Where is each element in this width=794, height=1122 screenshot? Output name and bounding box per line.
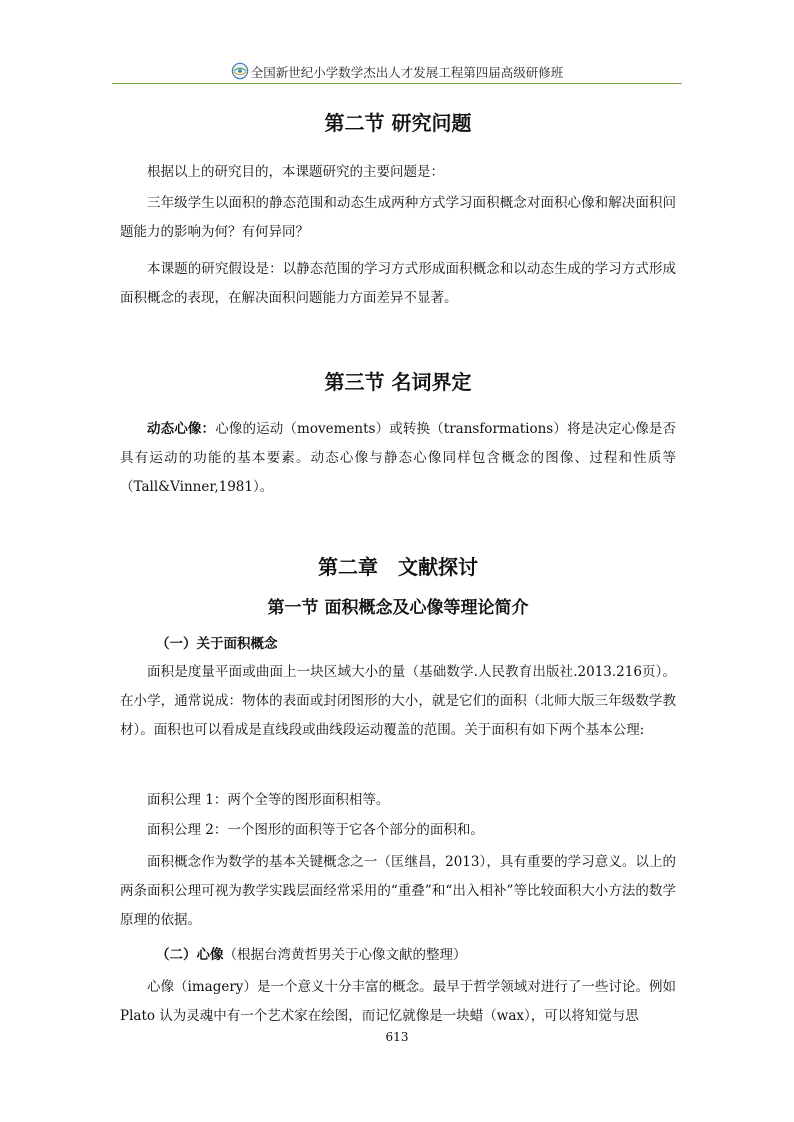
section-title-area-concepts: 第一节 面积概念及心像等理论简介 bbox=[267, 598, 529, 618]
subheading-imagery-note: （根据台湾黄哲男关于心像文献的整理） bbox=[223, 947, 467, 963]
paragraph: 三年级学生以面积的静态范围和动态生成两种方式学习面积概念对面积心像和解决面积问题能力的影响为何？有何异同？ bbox=[120, 195, 676, 240]
chapter-title: 第二章 文献探讨 bbox=[318, 555, 478, 579]
running-header bbox=[112, 56, 682, 84]
paragraph: 面积概念作为数学的基本关键概念之一（匡继昌，2013），具有重要的学习意义。以上的两条面积公理可视为教学实践层面经常采用的“重叠”和“出入相补”等比较面积大小方法的数学原理的依据。 bbox=[120, 854, 676, 928]
paragraph: 根据以上的研究目的，本课题研究的主要问题是： bbox=[147, 164, 444, 180]
definition-term: 动态心像： bbox=[147, 421, 216, 437]
subheading-imagery-label: （二）心像 bbox=[156, 947, 224, 963]
subheading-imagery bbox=[120, 941, 676, 970]
definition-paragraph bbox=[120, 415, 676, 502]
axiom-1: 面积公理 1：两个全等的图形面积相等。 bbox=[147, 792, 390, 808]
header-title: 全国新世纪小学数学杰出人才发展工程第四届高级研修班 bbox=[250, 65, 564, 80]
paragraph: 心像（imagery）是一个意义十分丰富的概念。最早于哲学领域对进行了一些讨论。例如 Plato 认为灵魂中有一个艺术家在绘图，而记忆就像是一块蜡（wax），可以将知觉与思 bbox=[120, 979, 676, 1024]
page-number: 613 bbox=[385, 1030, 409, 1044]
section-title-research-questions: 第二节 研究问题 bbox=[324, 111, 472, 135]
paragraph: 面积是度量平面或曲面上一块区域大小的量（基础数学.人民教育出版社.2013.216页）。在小学，通常说成：物体的表面或封闭图形的大小，就是它们的面积（北师大版三年级数学教材）。面积也可以看成是直线段或曲线段运动覆盖的范围。关于面积有如下两个基本公理: bbox=[120, 664, 676, 738]
definition-text: 心像的运动（movements）或转换（transformations）将是决定心像是否具有运动的功能的基本要素。动态心像与静态心像同样包含概念的图像、过程和性质等（Tall&Vinner,1981）。 bbox=[120, 421, 676, 495]
paragraph: 本课题的研究假设是：以静态范围的学习方式形成面积概念和以动态生成的学习方式形成面积概念的表现，在解决面积问题能力方面差异不显著。 bbox=[120, 261, 676, 306]
axiom-2: 面积公理 2：一个图形的面积等于它各个部分的面积和。 bbox=[147, 822, 484, 838]
section-title-definitions: 第三节 名词界定 bbox=[324, 370, 472, 394]
subheading-area-concept: （一）关于面积概念 bbox=[156, 636, 278, 652]
logo-icon bbox=[231, 62, 249, 80]
